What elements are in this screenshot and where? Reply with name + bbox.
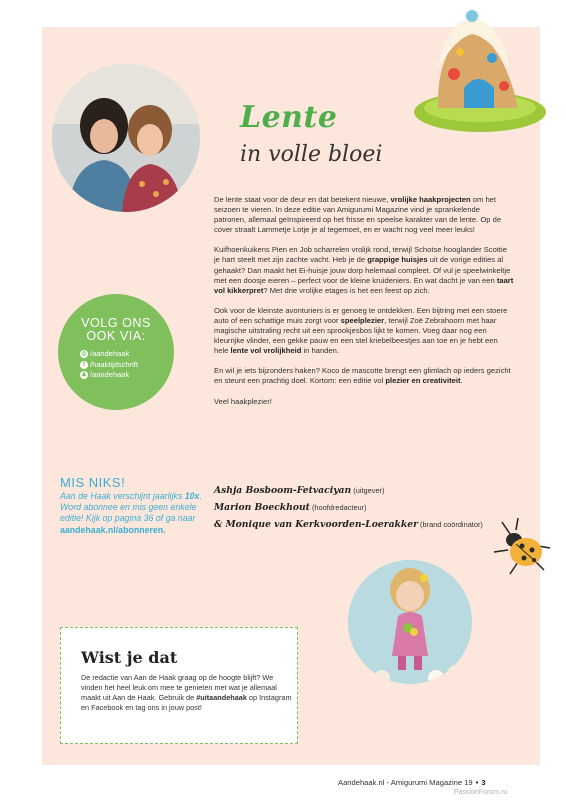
facebook-icon: f [80, 361, 88, 369]
did-you-know-heading: Wist je dat [81, 648, 178, 667]
social-handle: /aandehaak [90, 349, 130, 358]
ladybug-image [488, 516, 552, 580]
signature-editor [214, 502, 534, 513]
page-title: Lente [240, 100, 338, 135]
closing-greeting: Veel haakplezier! [214, 396, 272, 406]
social-link-facebook[interactable] [80, 360, 170, 371]
signature-role: (uitgever) [353, 486, 385, 495]
page-number: 3 [481, 778, 486, 787]
social-follow-badge [58, 294, 174, 410]
signature-name: Ashja Bosboom-Fetvaciyan [214, 485, 352, 496]
intro-paragraph: En wil je iets bijzonders haken? Koco de mascotte brengt een glimlach op ieders gezicht en steunt een prachtig doel. Kortom: een editie vol plezier en creativiteit. [214, 366, 511, 386]
intro-article [214, 195, 514, 417]
signature-coordinator [214, 519, 534, 530]
follow-heading-line: OOK VIA: [86, 329, 146, 343]
social-handle: /haaktijdschrift [90, 359, 138, 369]
subscribe-body: Aan de Haak verschijnt jaarlijks 10x. Word abonnee en mis geen enkele editie! Kijk op pagina 36 of ga naar [60, 491, 202, 524]
social-handle: /aandehaak [90, 370, 130, 379]
intro-paragraph: Kuifhoenkuikens Pien en Job scharrelen vrolijk rond, terwijl Schotse hooglander Scottie je hart steelt met zijn zachte vacht. Heb je de grappige huisjes uit de vorige edities al gehaakt? Dan maakt het Ei-huisje jouw dorp helemaal compleet. Of vul je speelwinkeltje met een doosje eieren – perfect voor de kleine kruideniers. En wat dacht je van een taart vol kikkerpret? Met drie vrolijke etages is het een feest op zich. [214, 245, 514, 295]
subscribe-callout [60, 475, 210, 536]
intro-paragraph: Ook voor de kleinste avonturiers is er genoeg te ontdekken. Een bijtring met een stoere auto of een schattige muis zorgt voor speelplezier, terwijl Zoë Zebrahoorn met haar magische uitstraling recht uit een sprookjesbos lijkt te komen. Voeg daar nog een kleurrijke vlinder, een gekke pauw en een stel kriebelbeestjes aan toe en je hebt een hele lente vol vrolijkheid in handen. [214, 305, 508, 356]
signature-role: (hoofdredacteur) [311, 503, 367, 512]
crochet-house-image [398, 8, 548, 136]
subscribe-link[interactable]: aandehaak.nl/abonneren. [60, 524, 166, 535]
intro-paragraph: De lente staat voor de deur en dat betekent nieuwe, vrolijke haakprojecten om het seizoen te vieren. In deze editie van Amigurumi Magazine vind je sprankelende patronen, allemaal geïnspireerd op het frisse en speelse karakter van de lente. Op de cover straalt Lammetje Lotje je al tegemoet, en er wacht nog veel meer leuks! [214, 195, 502, 235]
subscribe-text [60, 491, 210, 536]
editors-photo [52, 64, 200, 212]
person-icon: ♟ [81, 372, 87, 379]
social-link-person[interactable] [80, 370, 170, 381]
page-footer [338, 778, 542, 787]
social-link-instagram[interactable] [80, 349, 170, 360]
signature-publisher [214, 485, 534, 496]
footer-bullet: • [475, 778, 479, 787]
watermark: PassionForum.ru [454, 789, 508, 796]
subscribe-heading: MIS NIKS! [60, 475, 126, 490]
signature-role: (brand coördinator) [420, 520, 483, 529]
crochet-doll-photo [348, 560, 472, 684]
did-you-know-box [60, 627, 298, 744]
page-subtitle: in volle bloei [240, 142, 383, 167]
social-links [80, 349, 170, 381]
signature-name: & Monique van Kerkvoorden-Loerakker [214, 519, 418, 530]
footer-text: Aandehaak.nl - Amigurumi Magazine 19 [338, 778, 473, 787]
follow-heading [58, 317, 174, 343]
instagram-icon: ◎ [81, 351, 87, 358]
signature-name: Marion Boeckhout [214, 502, 310, 513]
follow-heading-line: VOLG ONS [81, 316, 151, 330]
did-you-know-text: De redactie van Aan de Haak graag op de hoogte blijft? We vinden het heel leuk om mee te genieten met wat je allemaal maakt uit Aan de Haak. Gebruik de #uitaandehaak op Instagram en Facebook en tag ons in jouw post! [81, 673, 292, 712]
